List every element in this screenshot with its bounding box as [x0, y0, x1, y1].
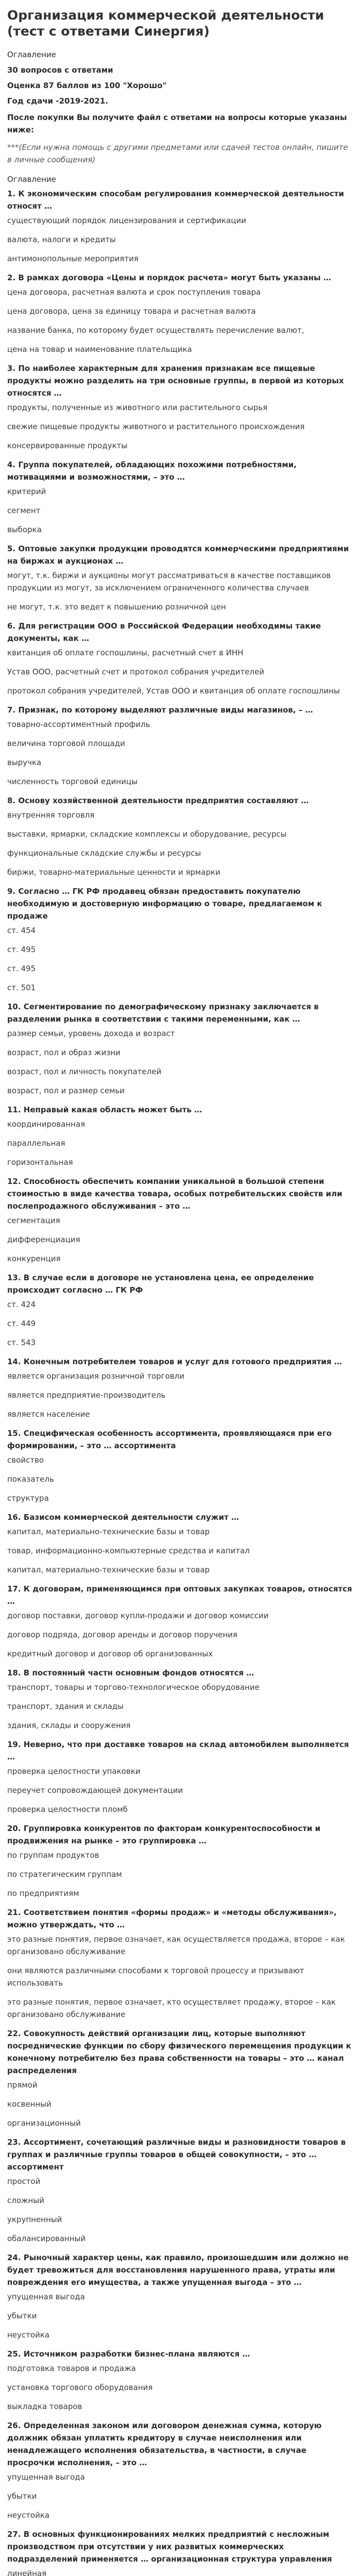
answer-option: по группам продуктов: [7, 1851, 99, 1860]
answer-option: простой: [7, 2177, 41, 2186]
answer-option: сегментация: [7, 1216, 60, 1225]
answer-option: численность торговой единицы: [7, 777, 138, 786]
answer-option: ст. 543: [7, 1338, 36, 1347]
answer-option: ст. 501: [7, 983, 36, 992]
question-block: [7, 2251, 354, 2341]
question-block: [7, 1822, 354, 1900]
question-text: 4. Группа покупателей, обладающих похожими потребностями, мотивациями и возможностями, – это …: [7, 460, 297, 482]
answer-option: Устав ООО, расчетный счет и протокол собрания учредителей: [7, 667, 265, 676]
answer-option: цена на товар и наименование плательщика: [7, 345, 192, 354]
answer-option: цена договора, расчетная валюта и срок поступления товара: [7, 287, 261, 297]
answer-option: название банка, по которому будет осуществлять перечисление валют,: [7, 326, 304, 335]
answer-option: договор подряда, договор аренды и договор поручения: [7, 1630, 238, 1639]
question-block: [7, 1906, 354, 2021]
question-block: [7, 704, 354, 788]
question-text: 16. Базисом коммерческой деятельности служит …: [7, 1513, 239, 1522]
question-block: [7, 1427, 354, 1504]
answer-option: антимонопольные мероприятия: [7, 254, 139, 263]
question-block: [7, 2348, 354, 2413]
question-block: [7, 2528, 354, 2576]
question-block: [7, 459, 354, 536]
question-block: [7, 2027, 354, 2129]
question-text: 21. Соответствием понятия «формы продаж» и «методы обслуживания», можно утверждать, что …: [7, 1908, 337, 1929]
question-block: [7, 2136, 354, 2245]
answer-option: продукты, полученные из животного или растительного сырья: [7, 403, 268, 412]
question-block: [7, 2419, 354, 2521]
document-meta: [7, 48, 354, 107]
answer-option: выставки, ярмарки, складские комплексы и оборудование, ресурсы: [7, 829, 287, 839]
score: Оценка 87 баллов из 100 "Хорошо": [7, 81, 167, 90]
answer-option: валюта, налоги и кредиты: [7, 235, 116, 244]
answer-option: выручка: [7, 758, 42, 767]
question-text: 5. Оптовые закупки продукции проводятся коммерческими предприятиями на биржах и аукционах …: [7, 544, 349, 566]
question-text: 20. Группировка конкурентов по факторам конкурентоспособности и продвижения на рынке – это группировка …: [7, 1824, 321, 1845]
answer-option: ст. 495: [7, 964, 36, 973]
answer-option: является организация розничной торговли: [7, 1371, 184, 1381]
question-block: [7, 543, 354, 613]
answer-option: критерий: [7, 487, 46, 496]
answer-option: биржи, товарно-материальные ценности и ярмарки: [7, 868, 220, 877]
answer-option: упущенная выгода: [7, 2292, 85, 2301]
question-text: 15. Специфическая особенность ассортимента, проявляющаяся при его формировании, – это … ассортимента: [7, 1429, 332, 1450]
exam-year: Год сдачи -2019-2021.: [7, 96, 109, 106]
answer-option: ст. 454: [7, 926, 36, 935]
answer-option: договор поставки, договор купли-продажи и договор комиссии: [7, 1611, 269, 1620]
answer-option: подготовка товаров и продажа: [7, 2364, 136, 2373]
answer-option: могут, т.к. биржи и аукционы могут рассматриваться в качестве поставщиков продукции из могут, за исключением ограниченного количества случаев: [7, 571, 331, 592]
answer-option: координированная: [7, 1120, 85, 1129]
question-text: 11. Неправый какая область может быть …: [7, 1105, 202, 1114]
answer-option: структура: [7, 1494, 49, 1503]
question-block: [7, 1001, 354, 1097]
answer-option: консервированные продукты: [7, 441, 128, 450]
question-text: 27. В основных функционированиях мелких предприятий с несложным производством при отсутствии у них развитых коммерческих подразделений применяется … организационная структура управления: [7, 2530, 332, 2564]
answer-option: это разные понятия, первое означает, кто осуществляет продажу, второе – как организовано обслуживание: [7, 1997, 336, 2019]
answer-option: дифференциация: [7, 1235, 80, 1244]
question-text: 23. Ассортимент, сочетающий различные виды и разновидности товаров в группах и различные группы товаров в общей совокупности, – это … ассортимент: [7, 2138, 346, 2172]
question-block: [7, 1667, 354, 1732]
question-block: [7, 272, 354, 355]
question-text: 8. Основу хозяйственной деятельности предприятия составляют …: [7, 796, 309, 805]
answer-option: укрупненный: [7, 2215, 62, 2224]
question-text: 14. Конечным потребителем товаров и услуг для готового предприятия …: [7, 1357, 342, 1366]
answer-option: переучет сопровождающей документации: [7, 1786, 183, 1795]
answer-option: убытки: [7, 2311, 37, 2320]
meta-label: Оглавление: [7, 50, 56, 59]
toc-label: Оглавление: [7, 175, 56, 184]
question-block: [7, 1355, 354, 1420]
answer-option: внутренняя торговля: [7, 810, 95, 820]
answer-option: здания, склады и сооружения: [7, 1721, 131, 1730]
answer-option: обалансированный: [7, 2234, 86, 2243]
answer-option: сложный: [7, 2196, 44, 2205]
answer-option: прямой: [7, 2080, 38, 2090]
answer-option: линейная: [7, 2569, 47, 2576]
answer-option: проверка целостности пломб: [7, 1805, 128, 1814]
answer-option: ст. 449: [7, 1319, 36, 1328]
answer-option: конкуренция: [7, 1254, 61, 1263]
answer-option: показатель: [7, 1475, 54, 1484]
question-block: [7, 1511, 354, 1576]
questions-list: [7, 188, 354, 2576]
question-text: 17. К договорам, применяющимся при оптовых закупках товаров, относятся …: [7, 1584, 352, 1606]
answer-option: свежие пищевые продукты животного и растительного происхождения: [7, 422, 305, 431]
answer-option: по стратегическим группам: [7, 1870, 122, 1879]
answer-option: установка торгового оборудования: [7, 2383, 153, 2392]
question-block: [7, 794, 354, 878]
help-note: ***(Если нужна помощь с другими предметами или сдачей тестов онлайн, пишите в личные сообщения): [7, 143, 348, 164]
answer-option: функциональные складские службы и ресурсы: [7, 849, 201, 858]
answer-option: возраст, пол и размер семьи: [7, 1086, 125, 1095]
answer-option: кредитный договор и договор об организованных: [7, 1649, 213, 1658]
question-text: 12. Способность обеспечить компании уникальной в большой степени стоимостью в виде качества товара, особых потребительских свойств или послепродажного обслуживания – это …: [7, 1177, 342, 1211]
answer-option: товар, информационно-компьютерные средства и капитал: [7, 1546, 250, 1555]
answer-option: убытки: [7, 2492, 37, 2501]
question-text: 9. Согласно … ГК РФ продавец обязан предоставить покупателю необходимую и достоверную информацию о товаре, предлагаемом к продаже: [7, 887, 322, 921]
question-block: [7, 885, 354, 994]
answer-option: неустойка: [7, 2330, 50, 2340]
answer-option: капитал, материально-технические базы и товар: [7, 1527, 210, 1536]
question-text: 18. В постоянный частн основным фондов относятся …: [7, 1668, 254, 1677]
answer-option: размер семьи, уровень дохода и возраст: [7, 1029, 175, 1038]
answer-option: является население: [7, 1410, 90, 1419]
questions-count: 30 вопросов с ответами: [7, 65, 113, 75]
answer-option: ст. 495: [7, 945, 36, 954]
answer-option: проверка целостности упаковки: [7, 1767, 141, 1776]
answer-option: величина торговой площади: [7, 739, 125, 748]
question-block: [7, 1104, 354, 1168]
answer-option: организационный: [7, 2119, 81, 2128]
answer-option: косвенный: [7, 2099, 51, 2109]
answer-option: сегмент: [7, 506, 41, 515]
question-block: [7, 188, 354, 265]
question-block: [7, 1583, 354, 1660]
document-title: Организация коммерческой деятельности (тест с ответами Синергия): [7, 8, 324, 39]
answer-option: по предприятиям: [7, 1889, 79, 1898]
answer-option: ст. 424: [7, 1300, 36, 1309]
answer-option: они являются различными способами к торговой процессу и призывают использовать: [7, 1966, 304, 1988]
answer-option: выкладка товаров: [7, 2402, 82, 2411]
answer-option: это разные понятия, первое означает, как осуществляется продажа, второе – как организовано обслуживание: [7, 1935, 345, 1956]
answer-option: упущенная выгода: [7, 2472, 85, 2482]
answer-option: неустойка: [7, 2511, 50, 2520]
answer-option: протокол собрания учредителей, Устав ООО и квитанция об оплате госпошлины: [7, 686, 340, 696]
question-block: [7, 362, 354, 452]
question-text: 13. В случае если в договоре не установлена цена, ее определение происходит согласно … ГК РФ: [7, 1273, 314, 1295]
question-text: 3. По наиболее характерным для хранения признакам все пищевые продукты можно разделить на три основные группы, в первой из которых относятся …: [7, 364, 344, 398]
question-block: [7, 1175, 354, 1265]
question-text: 22. Совокупность действий организации лиц, которые выполняют посреднические функции по сбору физического перемещения продукции к конечному потребителю без права собственности на товары – это … канал распределения: [7, 2029, 351, 2075]
question-text: 24. Рыночный характер цены, как правило, произошедшим или должно не будет тревожиться для восстановления нарушенного права, утраты или повреждения его имущества, а также упущенная выгода – это …: [7, 2253, 349, 2287]
answer-option: свойство: [7, 1455, 44, 1465]
question-block: [7, 1738, 354, 1816]
answer-option: существующий порядок лицензирования и сертификации: [7, 216, 247, 225]
answer-option: капитал, материально-технические базы и товар: [7, 1565, 210, 1574]
question-text: 7. Признак, по которому выделяют различные виды магазинов, – …: [7, 705, 313, 715]
answer-option: квитанция об оплате госпошлины, расчетный счет в ИНН: [7, 648, 244, 657]
question-text: 25. Источником разработки бизнес-плана являются …: [7, 2349, 250, 2359]
answer-option: возраст, пол и личность покупателей: [7, 1067, 162, 1076]
question-block: [7, 620, 354, 697]
answer-option: является предприятие-производитель: [7, 1391, 166, 1400]
answer-option: не могут, т.к. это ведет к повышению розничной цен: [7, 602, 226, 612]
question-text: 19. Неверно, что при доставке товаров на склад автомобилем выполняется …: [7, 1740, 349, 1761]
question-block: [7, 1272, 354, 1349]
answer-option: возраст, пол и образ жизни: [7, 1048, 121, 1057]
answer-option: параллельная: [7, 1139, 65, 1148]
question-text: 1. К экономическим способам регулирования коммерческой деятельности относят …: [7, 189, 344, 211]
question-text: 2. В рамках договора «Цены и порядок расчета» могут быть указаны …: [7, 273, 331, 282]
intro-text: После покупки Вы получите файл с ответами на вопросы которые указаны ниже:: [7, 113, 347, 134]
answer-option: выборка: [7, 525, 42, 534]
question-text: 10. Сегментирование по демографическому признаку заключается в разделении рынка в соответствии с такими переменными, как …: [7, 1002, 319, 1024]
question-text: 6. Для регистрации ООО в Российской Федерации необходимы такие документы, как …: [7, 621, 321, 643]
answer-option: транспорт, здания и склады: [7, 1702, 124, 1711]
answer-option: цена договора, цена за единицу товара и расчетная валюта: [7, 307, 256, 316]
answer-option: товарно-ассортиментный профиль: [7, 720, 150, 729]
answer-option: транспорт, товары и торгово-технологическое оборудование: [7, 1683, 260, 1692]
question-text: 26. Определенная законом или договором денежная сумма, которую должник обязан уплатить кредитору в случае неисполнения или ненадлежащего исполнения обязательства, в частности, в случае просрочки исполнения, – это …: [7, 2421, 322, 2467]
answer-option: горизонтальная: [7, 1158, 73, 1167]
